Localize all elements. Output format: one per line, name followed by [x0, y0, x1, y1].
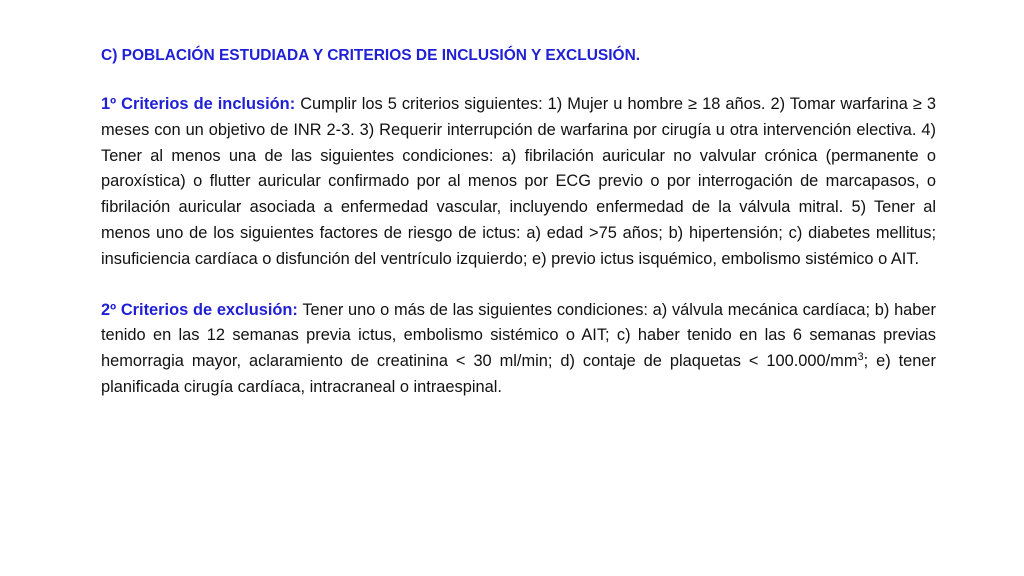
exclusion-criteria-text-before: Tener uno o más de las siguientes condiciones: a) válvula mecánica cardíaca; b) haber tenido en las 12 semanas previa ictus, embolismo sistémico o AIT; c) haber tenido en las 6 semanas previas hemorragia mayor, aclaramiento de creatinina < 30 ml/min; d) contaje de plaquetas < 100.000/mm — [101, 300, 936, 371]
exclusion-criteria-superscript: 3 — [857, 351, 864, 364]
exclusion-criteria-paragraph — [101, 298, 936, 401]
inclusion-criteria-label: 1º Criterios de inclusión: — [101, 95, 296, 113]
inclusion-criteria-paragraph — [101, 92, 936, 273]
inclusion-criteria-text: Cumplir los 5 criterios siguientes: 1) Mujer u hombre ≥ 18 años. 2) Tomar warfarina ≥ 3 meses con un objetivo de INR 2-3. 3) Requerir interrupción de warfarina por cirugía u otra intervención electiva. 4) Tener al menos una de las siguientes condiciones: a) fibrilación auricular no valvular crónica (permanente o paroxística) o flutter auricular confirmado por al menos por ECG previo o por interrogación de marcapasos, o fibrilación auricular asociada a enfermedad vascular, incluyendo enfermedad de la válvula mitral. 5) Tener al menos uno de los siguientes factores de riesgo de ictus: a) edad >75 años; b) hipertensión; c) diabetes mellitus; insuficiencia cardíaca o disfunción del ventrículo izquierdo; e) previo ictus isquémico, embolismo sistémico o AIT. — [101, 95, 936, 268]
exclusion-criteria-text-after: ; e) tener planificada cirugía cardíaca, intracraneal o intraespinal. — [101, 352, 936, 396]
section-heading: C) POBLACIÓN ESTUDIADA Y CRITERIOS DE INCLUSIÓN Y EXCLUSIÓN. — [101, 47, 641, 64]
slide-content — [101, 44, 936, 401]
exclusion-criteria-label: 2º Criterios de exclusión: — [101, 300, 298, 319]
